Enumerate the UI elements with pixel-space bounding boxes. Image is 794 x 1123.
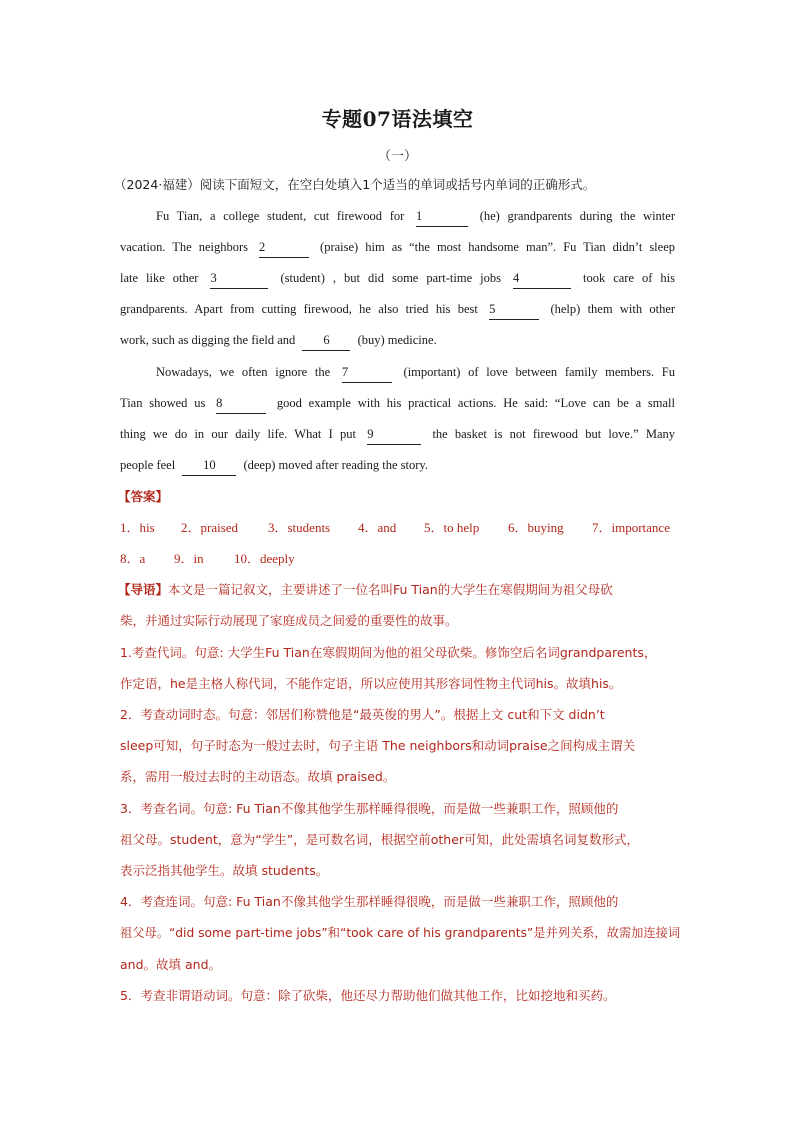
blank-7[interactable]: 7 (342, 362, 392, 383)
guide-line-2: 柴，并通过实际行动展现了家庭成员之间爱的重要性的故事。 (120, 613, 458, 628)
passage-line-3: late like other 3 (student) , but did some part-time jobs 4 took care of his (120, 268, 675, 289)
blank-1[interactable]: 1 (416, 206, 468, 227)
explanation-line: 系，需用一般过去时的主动语态。故填 praised。 (120, 769, 396, 784)
passage-line-2: vacation. The neighbors 2 (praise) him as “the most handsome man”. Fu Tian didn’t sleep (120, 237, 675, 258)
blank-5[interactable]: 5 (489, 299, 539, 320)
answer-item: 10．deeply (234, 551, 295, 566)
blank-3[interactable]: 3 (210, 268, 268, 289)
answer-item: 4．and (358, 520, 397, 535)
blank-4[interactable]: 4 (513, 268, 571, 289)
guide-line-1: 【导语】本文是一篇记叙文，主要讲述了一位名叫Fu Tian的大学生在寒假期间为祖父母砍 (118, 582, 613, 597)
answer-item: 6．buying (508, 520, 564, 535)
blank-9[interactable]: 9 (367, 424, 421, 445)
guide-label: 【导语】 (118, 582, 169, 597)
explanation-line: 3．考查名词。句意: Fu Tian不像其他学生那样睡得很晚，而是做一些兼职工作，照顾他的 (120, 801, 619, 816)
passage-line-4: grandparents. Apart from cutting firewood, he also tried his best 5 (help) them with other (120, 299, 675, 320)
explanation-line: and。故填 and。 (120, 957, 222, 972)
instruction: （2024·福建）阅读下面短文，在空白处填入1个适当的单词或括号内单词的正确形式。 (114, 177, 596, 192)
answer-item: 7．importance (592, 520, 670, 535)
blank-10[interactable]: 10 (182, 455, 236, 476)
passage-line-5: work, such as digging the field and 6 (buy) medicine. (120, 330, 437, 351)
passage-line-6: Nowadays, we often ignore the 7 (important) of love between family members. Fu (156, 362, 675, 383)
answer-item: 1．his (120, 520, 155, 535)
explanation-line: 1.考查代词。句意: 大学生Fu Tian在寒假期间为他的祖父母砍柴。修饰空后名词grandparents， (120, 645, 657, 660)
page-title: 专题07语法填空 (321, 107, 474, 131)
blank-6[interactable]: 6 (302, 330, 350, 351)
answer-label: 【答案】 (118, 489, 169, 504)
answer-item: 5．to help (424, 520, 480, 535)
answer-item: 3．students (268, 520, 331, 535)
explanation-line: 祖父母。student，意为“学生”，是可数名词，根据空前other可知，此处需填名词复数形式， (120, 832, 640, 847)
explanation-line: 祖父母。“did some part-time jobs”和“took care of his grandparents”是并列关系，故需加连接词 (120, 925, 681, 940)
passage-line-1: Fu Tian, a college student, cut firewood for 1 (he) grandparents during the winter (156, 206, 675, 227)
explanation-line: 表示泛指其他学生。故填 students。 (120, 863, 329, 878)
blank-8[interactable]: 8 (216, 393, 266, 414)
answer-item: 9．in (174, 551, 204, 566)
explanation-line: 2．考查动词时态。句意：邻居们称赞他是“最英俊的男人”。根据上文 cut和下文 didn’t (120, 707, 605, 722)
passage-line-7: Tian showed us 8 good example with his practical actions. He said: “Love can be a small (120, 393, 675, 414)
passage-line-8: thing we do in our daily life. What I put 9 the basket is not firewood but love.” Many (120, 424, 675, 445)
explanation-line: 作定语，he是主格人称代词，不能作定语，所以应使用其形容词性物主代词his。故填his。 (120, 676, 622, 691)
blank-2[interactable]: 2 (259, 237, 309, 258)
explanation-line: sleep可知，句子时态为一般过去时，句子主语 The neighbors和动词praise之间构成主谓关 (120, 738, 636, 753)
explanation-line: 4．考查连词。句意: Fu Tian不像其他学生那样睡得很晚，而是做一些兼职工作，照顾他的 (120, 894, 619, 909)
passage-line-9: people feel 10 (deep) moved after reading the story. (120, 455, 428, 476)
section-number: （一） (377, 149, 417, 164)
explanation-line: 5．考查非谓语动词。句意：除了砍柴，他还尽力帮助他们做其他工作，比如挖地和买药。 (120, 988, 616, 1003)
answer-item: 2．praised (181, 520, 239, 535)
answer-item: 8．a (120, 551, 146, 566)
